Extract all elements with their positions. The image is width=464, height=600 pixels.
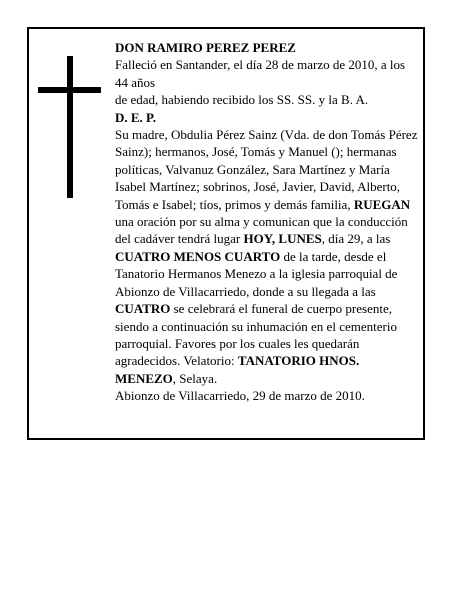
day-text: , día 29, a las	[321, 231, 391, 247]
deceased-name: DON RAMIRO PEREZ PEREZ	[115, 40, 296, 55]
cross-icon-bar	[38, 87, 101, 93]
route-text: de la tarde, desde el Tanatorio Hermanos Menezo a la iglesia parroquial de Abionzo de Villacarriedo, donde a su llegada a las	[115, 248, 398, 299]
dep-heading: D. E. P.	[115, 109, 157, 125]
death-line: Falleció en Santander, el día 28 de marzo de 2010, a los 44 años	[115, 57, 406, 90]
hora-conduccion: CUATRO MENOS CUARTO	[115, 248, 281, 264]
hoy-lunes: HOY, LUNES	[243, 231, 322, 247]
family-paragraph	[115, 126, 421, 387]
ruegan-text: una oración por su alma y comunican que la conducción del cadáver tendrá lugar	[115, 214, 408, 247]
funeral-text: se celebrará el funeral de cuerpo presente, siendo a continuación su inhumación en el cementerio parroquial. Favores por los cuales les quedarán agradecidos. Velatorio:	[115, 301, 397, 369]
family-text: Su madre, Obdulia Pérez Sainz (Vda. de don Tomás Pérez Sainz); hermanos, José, Tomás y Manuel (); hermanas políticas, Valvanuz González, Sara Martínez y María Isabel Martínez; sobrinos, José, Javier, David, Alberto, Tomás e Isabel; tíos, primos y demás familia,	[115, 127, 418, 212]
location-text: , Selaya.	[172, 370, 218, 386]
notice-text	[115, 39, 421, 405]
hora-funeral: CUATRO	[115, 301, 171, 317]
tanatorio-name: TANATORIO HNOS. MENEZO	[115, 353, 360, 386]
sacraments-line: de edad, habiendo recibido los SS. SS. y la B. A.	[115, 92, 369, 108]
footer-date: Abionzo de Villacarriedo, 29 de marzo de 2010.	[115, 388, 365, 404]
ruegan-label: RUEGAN	[353, 196, 411, 212]
obituary-notice	[27, 27, 425, 440]
cross-icon	[67, 56, 73, 198]
